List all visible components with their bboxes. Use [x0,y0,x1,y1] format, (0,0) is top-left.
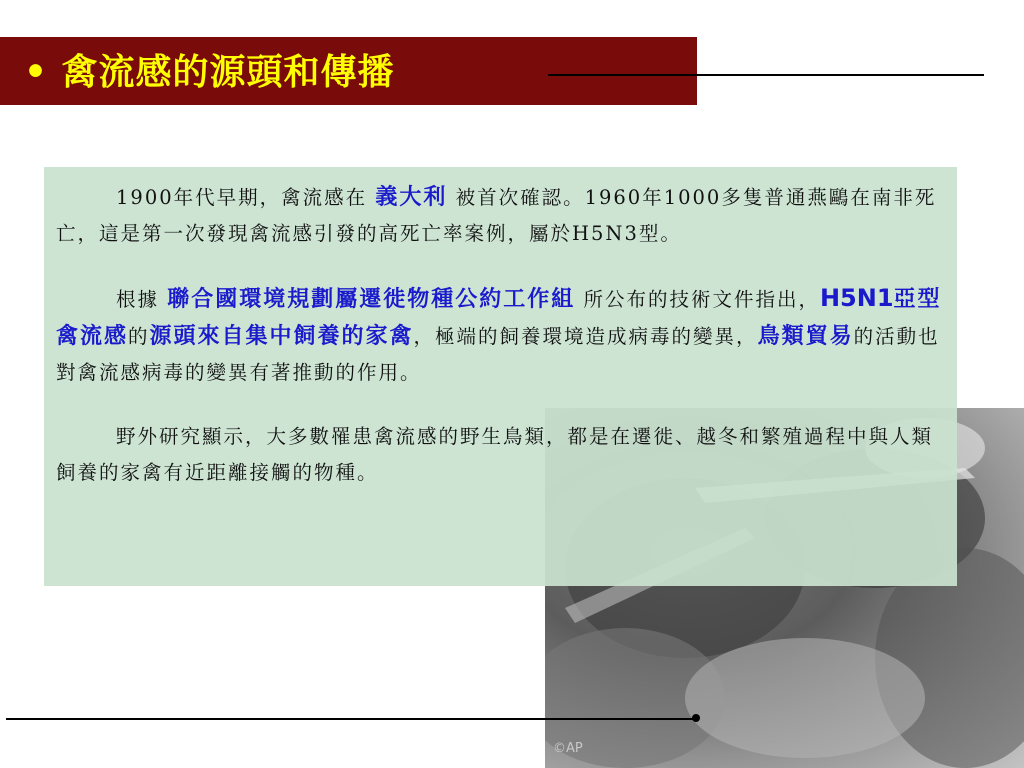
paragraph-1 [56,179,943,252]
title-rule [548,74,984,76]
p1-text-b: 被首次確認。1960年1000多隻普通燕鷗在南非死亡，這是第一次發現禽流感引發的高死亡率案例，屬於H5N3型。 [56,186,937,245]
bottom-rule [6,718,696,720]
p2-highlight-bird-trade: 鳥類貿易 [757,323,854,349]
content-box [44,167,957,586]
photo-watermark: ©AP [553,741,583,756]
p3-text: 野外研究顯示，大多數罹患禽流感的野生鳥類，都是在遷徙、越冬和繁殖過程中與人類飼養的家禽有近距離接觸的物種。 [56,425,934,484]
p1-highlight-italy: 義大利 [375,184,448,210]
p2-text-b: 所公布的技術文件指出， [583,288,820,311]
p2-highlight-un-group: 聯合國環境規劃屬遷徙物種公約工作組 [167,286,576,312]
p2-text-e: 的活動也對禽流感病毒的變異有著推動的作用。 [56,325,940,384]
bottom-rule-dot [692,714,700,722]
p1-text-a: 1900年代早期，禽流感在 [116,186,368,209]
paragraph-2 [56,280,943,391]
slide-title: • 禽流感的源頭和傳播 [24,51,395,93]
paragraph-3 [56,419,943,491]
p2-highlight-source: 源頭來自集中飼養的家禽 [149,323,414,349]
p2-text-c: 的 [128,325,150,348]
p2-text-a: 根據 [116,288,160,311]
p2-highlight-subtype: 亞型禽流感 [56,286,942,349]
p2-highlight-h5n1: H5N1 [819,284,894,312]
p2-text-d: ，極端的飼養環境造成病毒的變異， [413,325,758,348]
